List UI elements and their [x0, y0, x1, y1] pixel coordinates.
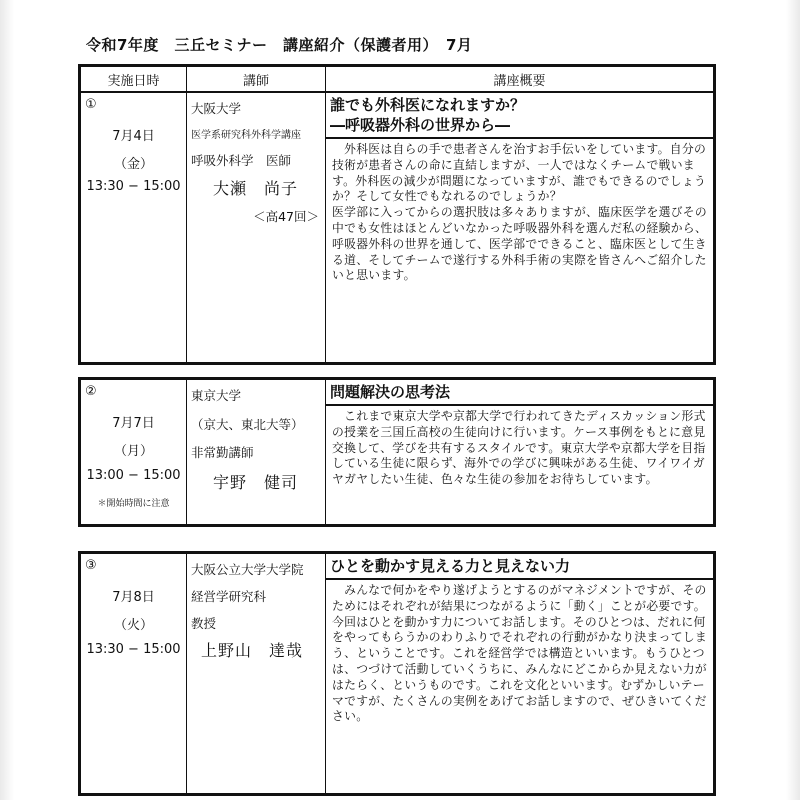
session-date: 7月8日	[112, 590, 155, 605]
session-date-cell	[81, 93, 187, 364]
instructor-department: 医学系研究科外科学講座	[191, 130, 301, 141]
session-note: ＊開始時間に注意	[97, 499, 170, 509]
instructor-affiliation: 東京大学	[191, 388, 242, 403]
header-date: 実施日時	[81, 67, 187, 91]
instructor-department: （京大、東北大等）	[191, 417, 304, 432]
table-header-row	[81, 67, 713, 93]
instructor-department: 経営学研究科	[191, 589, 267, 604]
session-number: ②	[85, 384, 97, 399]
session-weekday: （金）	[113, 157, 153, 172]
session-weekday: （月）	[113, 444, 153, 459]
session-summary-cell	[326, 93, 713, 364]
lecture-title-line2: ―呼吸器外科の世界から―	[330, 116, 511, 134]
session-instructor-cell	[187, 554, 326, 793]
header-summary: 講座概要	[493, 73, 546, 89]
session-weekday: （火）	[113, 618, 153, 633]
instructor-position: 非常勤講師	[191, 445, 254, 460]
lecture-description: みんなで何かをやり遂げようとするのがマネジメントですが、そのためにはそれぞれが結果につながるように「動く」ことが必要です。今回はひとを動かす力についてお話します。そのひとつは、だれに何をやってもらうかのわりふりでそれぞれの行動がかなり決まってしまう、ということです。これを経営学では構造といいます。もうひとつは、つづけて活動していくうちに、みんなにどこからか見えない力がはたらく、というものです。これを文化といいます。むずかしいテーマですが、たくさんの実例をあげてお話しますので、ぜひきいてください。	[332, 583, 708, 724]
session-date-cell	[81, 554, 187, 793]
instructor-position: 呼吸外科学 医師	[191, 153, 292, 168]
session-summary-cell	[326, 380, 713, 524]
session-row	[81, 380, 713, 524]
session-number: ①	[85, 97, 97, 112]
lecture-title: ひとを動かす見える力と見えない力	[326, 554, 713, 580]
session-date: 7月7日	[112, 416, 155, 431]
session-row	[81, 93, 713, 364]
lecture-title	[326, 93, 713, 139]
session-instructor-cell	[187, 93, 326, 364]
instructor-position: 教授	[191, 616, 217, 631]
header-instructor: 講師	[187, 67, 326, 91]
session-time: 13:30 − 15:00	[86, 642, 181, 657]
lecture-title-line1: 誰でも外科医になれますか？	[330, 96, 526, 114]
session-row	[81, 554, 713, 793]
instructor-affiliation: 大阪大学	[191, 101, 242, 116]
session-date: 7月4日	[112, 129, 155, 144]
lecture-description: 外科医は自らの手で患者さんを治すお手伝いをしています。自分の技術が患者さんの命に直結しますが、一人ではなくチームで戦います。外科医の減少が問題になっていますが、誰でもできるのでしょうか？そして女性でもなれるのでしょうか？ 医学部に入ってからの選択肢は多々ありますが、臨床医学を選びその中でも女性はほとんどいなかった呼吸器外科を選んだ私の経験から、呼吸器外科の世界を通して、医学部でできること、臨床医として生きる道、そしてチームで遂行する外科手術の実際を皆さんへご紹介したいと思います。	[332, 142, 708, 283]
lecture-description: これまで東京大学や京都大学で行われてきたディスカッション形式の授業を三国丘高校の生徒向けに行います。ケース事例をもとに意見交換して、学びを共有するスタイルです。東京大学や京都大学を目指している生徒に限らず、海外での学びに興味がある生徒、ワイワイガヤガヤしたい生徒、色々な生徒の参加をお待ちしています。	[332, 409, 706, 487]
session-table-2	[78, 377, 716, 527]
page-edge-right	[786, 0, 800, 800]
page-edge-left	[0, 0, 14, 800]
session-instructor-cell	[187, 380, 326, 524]
instructor-alumni: ＜高47回＞	[253, 209, 319, 224]
session-summary-cell	[326, 554, 713, 793]
instructor-name: 宇野 健司	[213, 473, 299, 492]
session-number: ③	[85, 558, 97, 573]
session-date-cell	[81, 380, 187, 524]
session-time: 13:00 − 15:00	[86, 468, 181, 483]
instructor-affiliation: 大阪公立大学大学院	[191, 562, 304, 577]
instructor-name: 上野山 達哉	[201, 641, 304, 660]
lecture-title: 問題解決の思考法	[326, 380, 713, 406]
session-table-1	[78, 64, 716, 365]
session-table-3	[78, 551, 716, 796]
document-title: 令和7年度 三丘セミナー 講座紹介（保護者用） 7月	[86, 36, 473, 54]
session-time: 13:30 − 15:00	[86, 179, 181, 194]
instructor-name: 大瀬 尚子	[213, 179, 299, 198]
